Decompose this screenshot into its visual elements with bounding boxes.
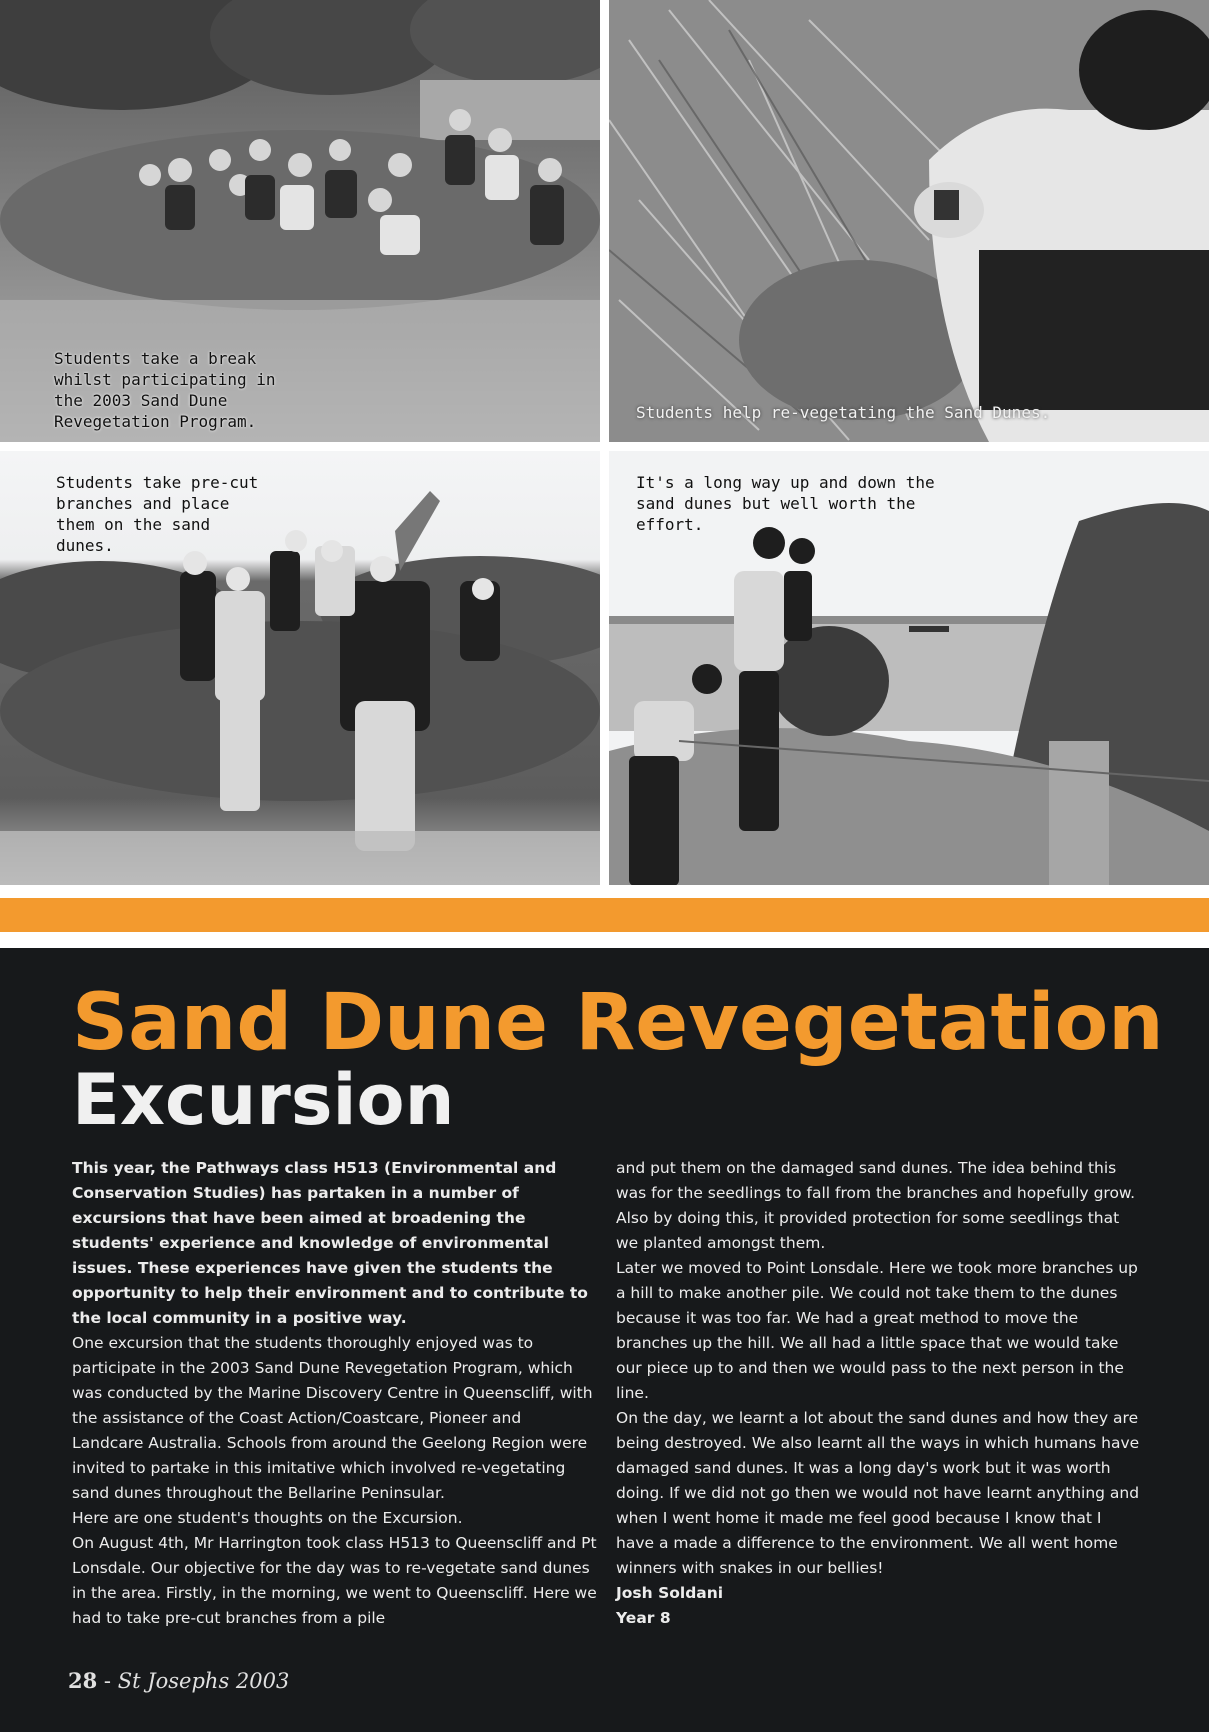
photo-revegetating	[609, 0, 1209, 442]
page-number: 28	[68, 1668, 98, 1693]
caption-students-break: Students take a break whilst participating in the 2003 Sand Dune Revegetation Program.	[54, 349, 276, 431]
footer-separator: -	[103, 1669, 112, 1693]
publication-name: St Josephs 2003	[117, 1669, 290, 1693]
page-footer	[68, 1668, 289, 1693]
caption-revegetating: Students help re-vegetating the Sand Dunes.	[636, 403, 1051, 422]
orange-divider-bar	[0, 898, 1209, 932]
article-column-right	[616, 1156, 1141, 1631]
article-paragraph: On August 4th, Mr Harrington took class H513 to Queenscliff and Pt Lonsdale. Our objective for the day was to re-vegetate sand dunes in the area. Firstly, in the morning, we went to Queenscliff. Here we had to take pre-cut branches from a pile	[72, 1534, 597, 1627]
author-name: Josh Soldani	[616, 1584, 724, 1602]
article-paragraph: and put them on the damaged sand dunes. The idea behind this was for the seedlings to fall from the branches and hopefully grow. Also by doing this, it provided protection for some seedlings that we planted amongst them.	[616, 1159, 1136, 1252]
article-intro: This year, the Pathways class H513 (Environmental and Conservation Studies) has partaken in a number of excursions that have been aimed at broadening the students' experience and knowledge of environmental issues. These experiences have given the students the opportunity to help their environment and to contribute to the local community in a positive way.	[72, 1159, 588, 1327]
article-paragraph: Later we moved to Point Lonsdale. Here we took more branches up a hill to make another pile. We could not take them to the dunes because it was too far. We had a great method to move the branches up the hill. We all had a little space that we would take our piece up to and then we would pass to the next person in the line.	[616, 1259, 1138, 1402]
article-subtitle: Excursion	[72, 1059, 455, 1141]
caption-up-and-down-dunes: It's a long way up and down the sand dunes but well worth the effort.	[636, 473, 935, 534]
article-paragraph: One excursion that the students thoroughly enjoyed was to participate in the 2003 Sand Dune Revegetation Program, which was conducted by the Marine Discovery Centre in Queenscliff, with the assistance of the Coast Action/Coastcare, Pioneer and Landcare Australia. Schools from around the Geelong Region were invited to partake in this imitative which involved re-vegetating sand dunes throughout the Bellarine Peninsular.	[72, 1334, 593, 1502]
author-year-level: Year 8	[616, 1609, 671, 1627]
article-column-left	[72, 1156, 597, 1631]
article-title: Sand Dune Revegetation	[72, 978, 1164, 1068]
article-paragraph: On the day, we learnt a lot about the sand dunes and how they are being destroyed. We also learnt all the ways in which humans have damaged sand dunes. It was a long day's work but it was worth doing. If we did not go then we would not have learnt anything and when I went home it made me feel good because I know that I have a made a difference to the environment. We all went home winners with snakes in our bellies!	[616, 1409, 1140, 1577]
caption-branches-on-dunes: Students take pre-cut branches and place them on the sand dunes.	[56, 473, 259, 555]
article-paragraph: Here are one student's thoughts on the Excursion.	[72, 1509, 463, 1527]
